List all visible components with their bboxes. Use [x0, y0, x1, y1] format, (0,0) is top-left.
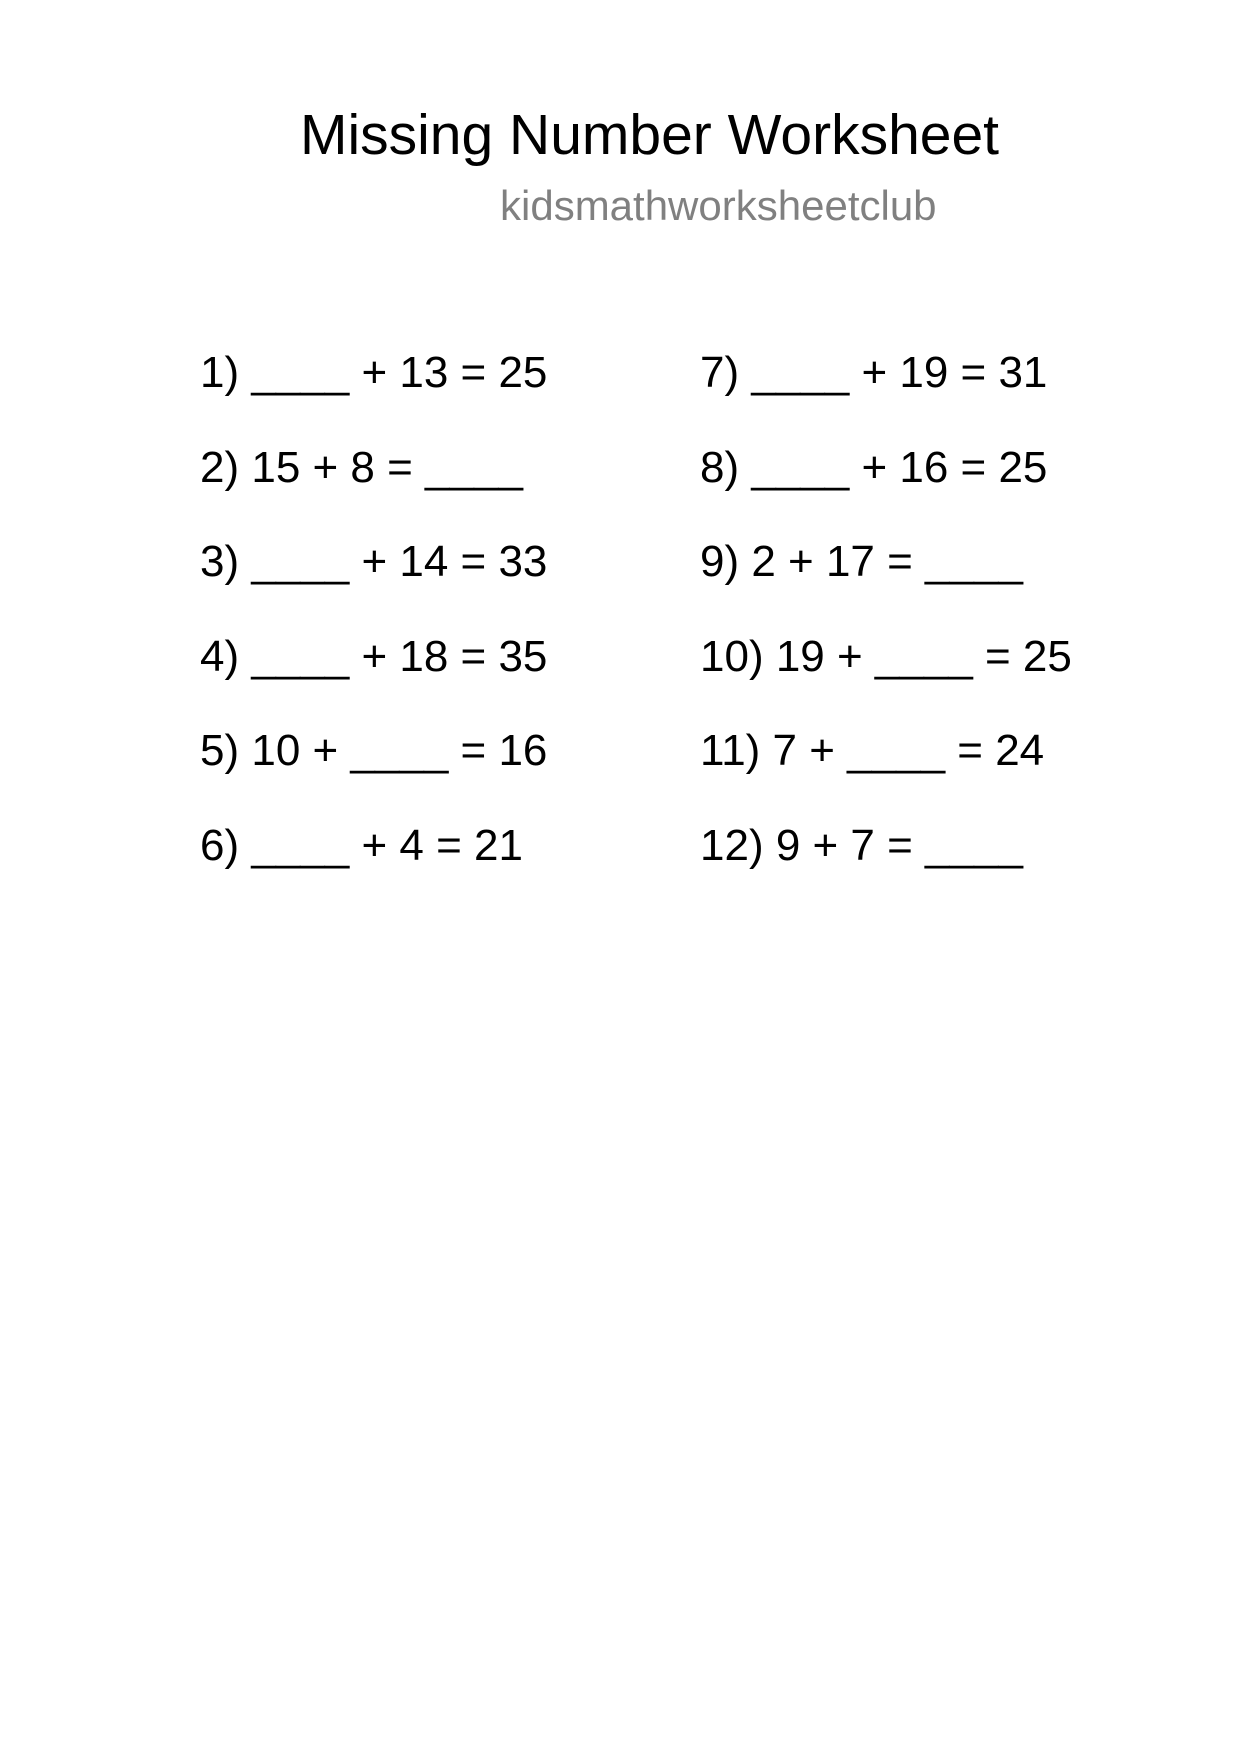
problem-8: 8) ____ + 16 = 25 [700, 442, 1048, 492]
problems-left-column [200, 345, 547, 912]
problem-12: 12) 9 + 7 = ____ [700, 820, 1023, 870]
problem-11: 11) 7 + ____ = 24 [700, 726, 1045, 775]
problems-right-column [700, 345, 1072, 912]
page-title: Missing Number Worksheet [300, 103, 1000, 167]
problem-6: 6) ____ + 4 = 21 [200, 820, 523, 870]
problem-3: 3) ____ + 14 = 33 [200, 537, 548, 586]
problem-7: 7) ____ + 19 = 31 [700, 348, 1048, 397]
problem-10: 10) 19 + ____ = 25 [700, 631, 1072, 681]
problem-1: 1) ____ + 13 = 25 [200, 348, 548, 397]
problem-5: 5) 10 + ____ = 16 [200, 726, 548, 775]
problem-9: 9) 2 + 17 = ____ [700, 537, 1023, 586]
page-subtitle: kidsmathworksheetclub [500, 182, 937, 229]
problem-4: 4) ____ + 18 = 35 [200, 631, 548, 681]
problem-2: 2) 15 + 8 = ____ [200, 442, 523, 492]
